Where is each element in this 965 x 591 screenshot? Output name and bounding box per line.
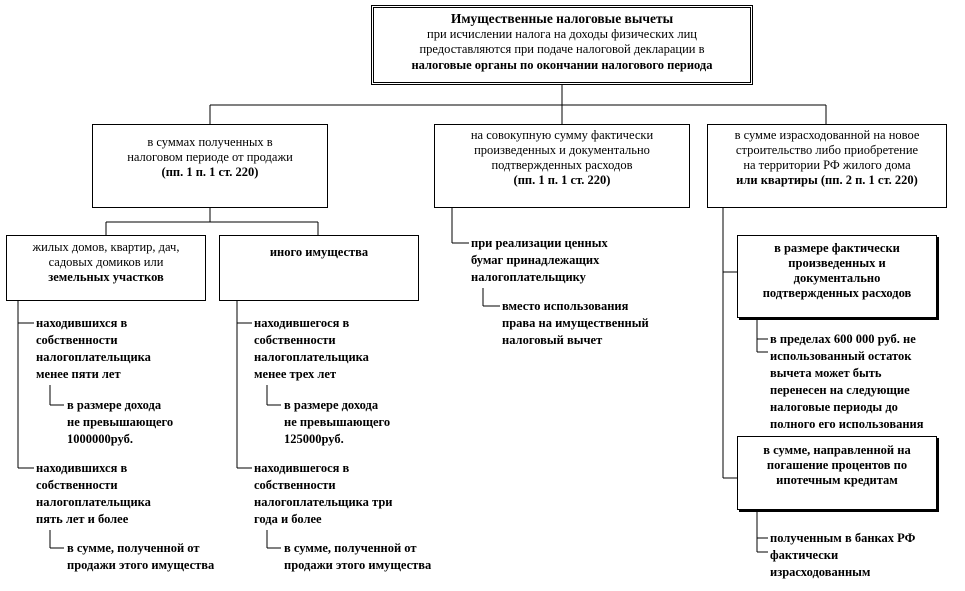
text-line: в размере дохода [284, 398, 379, 412]
limit-600000 [770, 331, 924, 433]
box-other-property [219, 235, 419, 301]
box-actual-line: произведенных и [788, 256, 886, 270]
branch-expenses-line: произведенных и документально [474, 143, 650, 157]
housing-five-years-more [36, 460, 151, 528]
other-less-amount [284, 397, 390, 448]
branch-sale-box [92, 124, 328, 208]
text-line: налоговые периоды до [770, 400, 898, 414]
branch-housing-line: в сумме израсходованной на новое [734, 128, 920, 142]
text-line: налогоплательщика [36, 495, 151, 509]
text-line: менее пяти лет [36, 367, 121, 381]
box-housing-line: садовых домиков или [48, 255, 164, 269]
text-line: перенесен на следующие [770, 383, 910, 397]
root-title: Имущественные налоговые вычеты [450, 11, 674, 26]
text-line: 1000000руб. [67, 432, 133, 446]
text-line: находившегося в [254, 316, 350, 330]
box-housing-property [6, 235, 206, 301]
branch-expenses-line: на совокупную сумму фактически [470, 128, 654, 142]
box-actual-line: в размере фактически [774, 241, 900, 255]
text-line: находившегося в [254, 461, 350, 475]
box-housing-line: жилых домов, квартир, дач, [32, 240, 180, 254]
text-line: менее трех лет [254, 367, 337, 381]
text-line: израсходованным [770, 565, 871, 579]
text-line: права на имущественный [502, 316, 649, 330]
text-line: в сумме, полученной от [67, 541, 200, 555]
branch-expenses-ref: (пп. 1 п. 1 ст. 220) [513, 173, 611, 187]
housing-less-amount [67, 397, 173, 448]
text-line: находившихся в [36, 461, 128, 475]
text-line: использованный остаток [770, 349, 912, 363]
box-mortgage-interest [737, 436, 937, 510]
branch-sale-ref: (пп. 1 п. 1 ст. 220) [161, 165, 259, 179]
box-actual-line: подтвержденных расходов [762, 286, 912, 300]
box-interest-line: ипотечным кредитам [776, 473, 898, 487]
text-line: года и более [254, 512, 322, 526]
text-line: в пределах 600 000 руб. не [770, 332, 916, 346]
text-line: собственности [36, 478, 118, 492]
text-line: вычета может быть [770, 366, 882, 380]
text-line: налогоплательщика три [254, 495, 393, 509]
other-less-three-years [254, 315, 369, 383]
text-line: налоговый вычет [502, 333, 603, 347]
other-more-amount [284, 540, 431, 574]
box-interest-line: погашение процентов по [766, 458, 908, 472]
housing-more-amount [67, 540, 214, 574]
branch-housing-line: строительство либо приобретение [735, 143, 919, 157]
root-line: при исчислении налога на доходы физических лиц [427, 26, 697, 41]
text-line: вместо использования [502, 299, 629, 313]
text-line: при реализации ценных [471, 236, 608, 250]
text-line: налогоплательщику [471, 270, 586, 284]
text-line: фактически [770, 548, 839, 562]
other-three-years-more [254, 460, 392, 528]
housing-less-five-years [36, 315, 151, 383]
box-interest-line: в сумме, направленной на [763, 443, 911, 457]
box-other-label: иного имущества [269, 245, 369, 259]
text-line: не превышающего [67, 415, 174, 429]
text-line: собственности [254, 333, 336, 347]
branch-expenses-box [434, 124, 690, 208]
text-line: полного его использования [770, 417, 924, 431]
branch-sale-line: налоговом периоде от продажи [127, 150, 293, 164]
text-line: собственности [36, 333, 118, 347]
text-line: продажи этого имущества [67, 558, 215, 572]
root-box [371, 5, 753, 85]
text-line: бумаг принадлежащих [471, 253, 600, 267]
text-line: не превышающего [284, 415, 391, 429]
text-line: пять лет и более [36, 512, 129, 526]
banks-rf [770, 530, 915, 581]
securities-sale [471, 235, 608, 286]
text-line: 125000руб. [284, 432, 344, 446]
text-line: налогоплательщика [254, 350, 369, 364]
branch-housing-line: на территории РФ жилого дома [743, 158, 911, 172]
box-housing-bold: земельных участков [48, 270, 164, 284]
text-line: продажи этого имущества [284, 558, 432, 572]
text-line: находившихся в [36, 316, 128, 330]
root-line: предоставляются при подаче налоговой декларации в [419, 42, 705, 56]
branch-sale-line: в суммах полученных в [147, 135, 273, 149]
text-line: в сумме, полученной от [284, 541, 417, 555]
branch-housing-ref: или квартиры (пп. 2 п. 1 ст. 220) [736, 173, 918, 187]
instead-of-deduction [502, 298, 649, 349]
branch-housing-box [707, 124, 947, 208]
text-line: налогоплательщика [36, 350, 151, 364]
text-line: в размере дохода [67, 398, 162, 412]
root-last-line: налоговые органы по окончании налогового периода [411, 57, 713, 72]
branch-expenses-line: подтвержденных расходов [491, 158, 633, 172]
box-actual-line: документально [793, 271, 881, 285]
text-line: собственности [254, 478, 336, 492]
text-line: полученным в банках РФ [770, 531, 916, 545]
box-actual-expenses [737, 235, 937, 318]
